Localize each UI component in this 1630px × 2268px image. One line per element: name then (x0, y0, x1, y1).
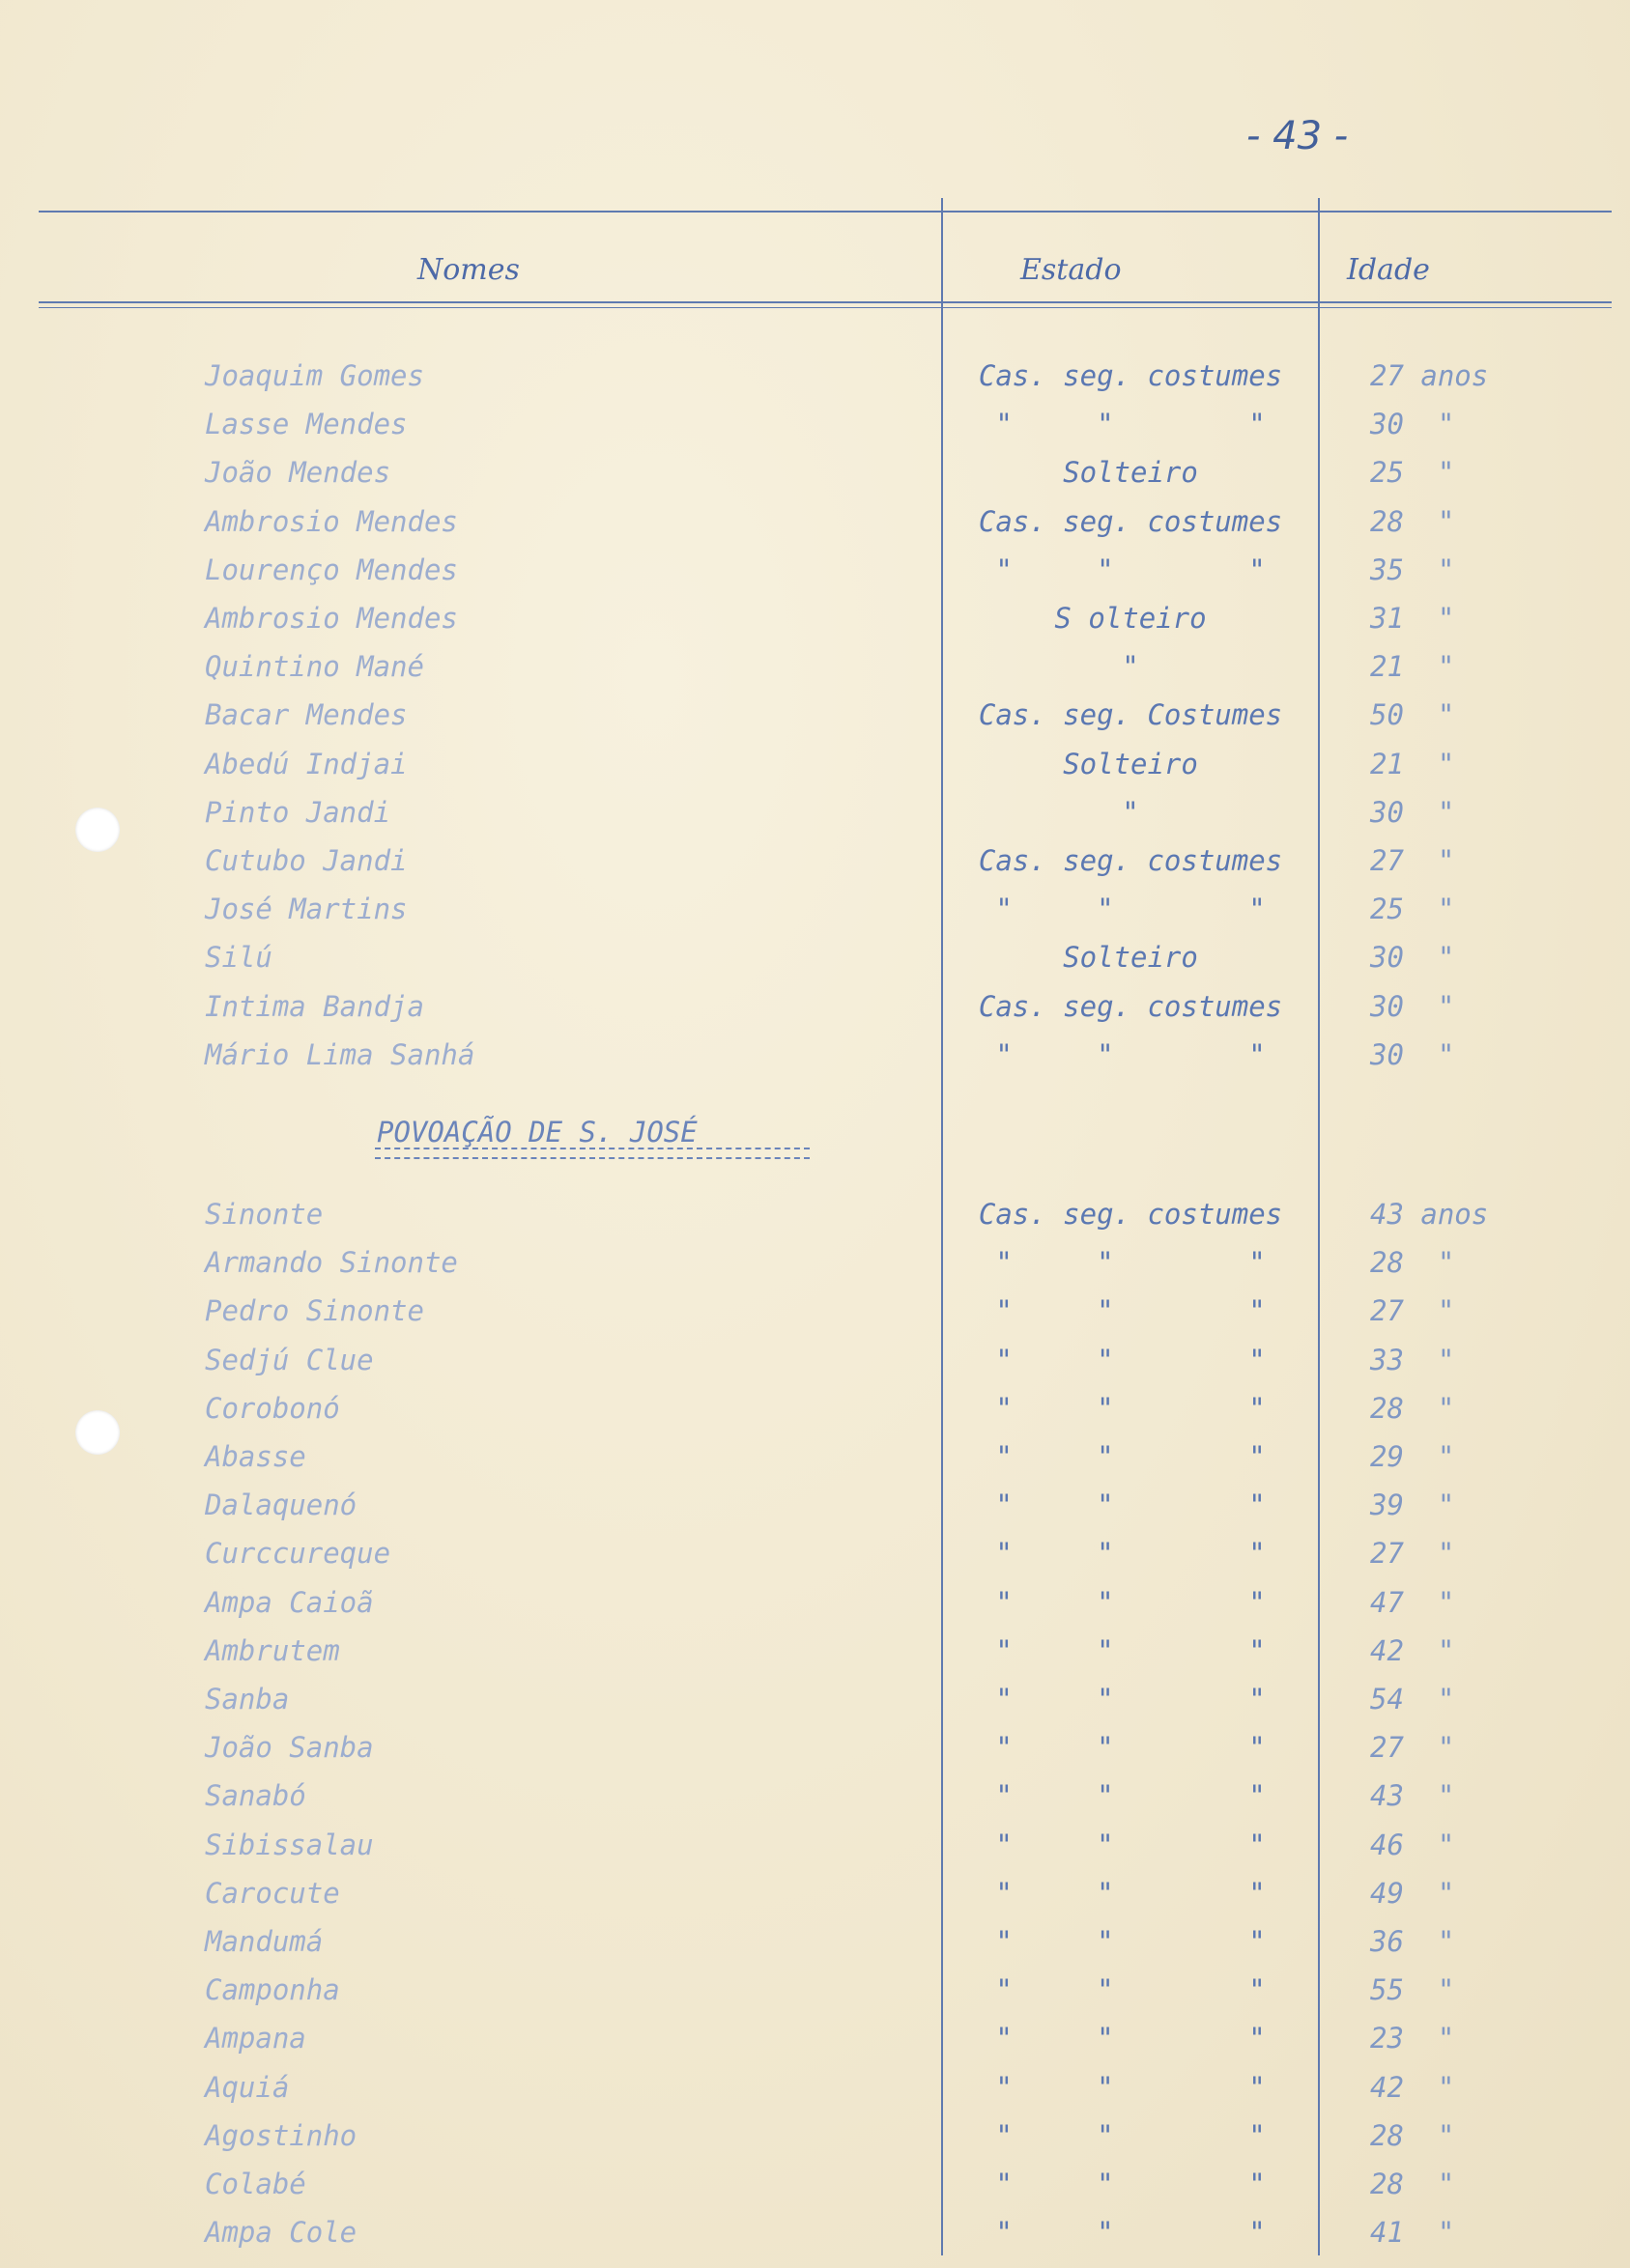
row-estado: Cas. seg. costumes (978, 989, 1283, 1023)
row-name: João Sanba (205, 1731, 374, 1765)
row-idade: 27 anos (1370, 359, 1489, 392)
row-name: Pedro Sinonte (205, 1294, 424, 1328)
row-estado: " " " (995, 2168, 1266, 2200)
row-estado: " " " (995, 893, 1266, 926)
row-name: Mário Lima Sanhá (205, 1037, 475, 1071)
row-name: Cutubo Jandi (205, 844, 408, 877)
row-estado: " " " (995, 1683, 1266, 1715)
row-name: Sibissalau (205, 1828, 374, 1861)
row-name: Abasse (205, 1440, 306, 1473)
row-name: Intima Bandja (205, 989, 424, 1023)
row-name: Lourenço Mendes (205, 553, 458, 586)
page-number: - 43 - (1246, 114, 1349, 158)
row-estado: " " " (995, 1391, 1266, 1425)
row-idade: 50 " (1370, 698, 1455, 732)
punch-hole-bottom (75, 1410, 120, 1455)
row-idade: 25 " (1370, 893, 1455, 926)
row-estado: " " " (995, 1633, 1266, 1667)
row-estado: " " " (995, 1828, 1266, 1861)
row-name: Bacar Mendes (205, 698, 408, 732)
row-estado: " " " (995, 1294, 1266, 1328)
row-idade: 28 " (1370, 504, 1455, 538)
row-idade: 28 " (1370, 2168, 1455, 2200)
row-idade: 42 " (1370, 1633, 1455, 1667)
row-name: Sanabó (205, 1779, 306, 1813)
row-estado: " (1122, 650, 1139, 684)
row-estado: " " " (995, 1246, 1266, 1280)
row-name: Sanba (205, 1683, 290, 1715)
row-idade: 33 " (1370, 1343, 1455, 1376)
row-name: João Mendes (205, 456, 391, 490)
row-idade: 47 " (1370, 1585, 1455, 1619)
column-divider-2 (1318, 198, 1320, 2255)
row-idade: 42 " (1370, 2070, 1455, 2104)
section-title: POVOAÇÃO DE S. JOSÉ (377, 1116, 698, 1148)
row-estado: " " " (995, 2216, 1266, 2250)
row-name: Pinto Jandi (205, 795, 391, 829)
row-idade: 39 " (1370, 1488, 1455, 1522)
row-name: Abedú Indjai (205, 747, 408, 780)
row-name: Carocute (205, 1876, 340, 1910)
row-idade: 25 " (1370, 456, 1455, 490)
row-idade: 43 " (1370, 1779, 1455, 1813)
row-name: Ampa Cole (205, 2216, 357, 2250)
row-idade: 54 " (1370, 1683, 1455, 1715)
row-estado: " " " (995, 1585, 1266, 1619)
row-estado: " " " (995, 408, 1266, 441)
row-name: Curccureque (205, 1537, 391, 1571)
row-estado: Cas. seg. costumes (978, 1198, 1283, 1231)
row-estado: " " " (995, 1440, 1266, 1473)
header-rule-2 (39, 307, 1612, 308)
table-top-rule (39, 211, 1612, 213)
row-estado: " " " (995, 1925, 1266, 1958)
row-idade: 21 " (1370, 650, 1455, 684)
row-name: José Martins (205, 893, 408, 926)
row-idade: 30 " (1370, 408, 1455, 441)
header-rule-1 (39, 301, 1612, 303)
row-estado: " " " (995, 1731, 1266, 1765)
row-idade: 30 " (1370, 941, 1455, 975)
row-idade: 35 " (1370, 553, 1455, 586)
row-estado: Solteiro (1063, 456, 1198, 490)
row-name: Mandumá (205, 1925, 324, 1958)
row-name: Agostinho (205, 2118, 357, 2152)
row-idade: 27 " (1370, 1294, 1455, 1328)
column-header-estado: Estado (1020, 253, 1122, 287)
punch-hole-top (75, 808, 120, 852)
row-estado: " " " (995, 1973, 1266, 2007)
row-estado: " " " (995, 1779, 1266, 1813)
row-name: Ambrutem (205, 1633, 340, 1667)
row-estado: " " " (995, 2070, 1266, 2104)
row-name: Ampana (205, 2022, 306, 2055)
row-idade: 27 " (1370, 1537, 1455, 1571)
row-idade: 23 " (1370, 2022, 1455, 2055)
row-name: Lasse Mendes (205, 408, 408, 441)
row-idade: 21 " (1370, 747, 1455, 780)
row-idade: 28 " (1370, 2118, 1455, 2152)
row-idade: 36 " (1370, 1925, 1455, 1958)
row-name: Sinonte (205, 1198, 324, 1231)
row-name: Dalaquenó (205, 1488, 357, 1522)
row-idade: 55 " (1370, 1973, 1455, 2007)
row-name: Joaquim Gomes (205, 359, 424, 392)
section-underline (375, 1148, 810, 1159)
row-idade: 46 " (1370, 1828, 1455, 1861)
row-estado: " (1122, 795, 1139, 829)
row-idade: 27 " (1370, 1731, 1455, 1765)
row-idade: 27 " (1370, 844, 1455, 877)
row-name: Corobonó (205, 1391, 340, 1425)
row-estado: Cas. seg. costumes (978, 359, 1283, 392)
row-estado: S olteiro (1054, 602, 1207, 635)
row-idade: 28 " (1370, 1391, 1455, 1425)
column-header-nomes: Nomes (417, 253, 520, 287)
row-name: Sedjú Clue (205, 1343, 374, 1376)
row-estado: " " " (995, 2022, 1266, 2055)
row-estado: Cas. seg. costumes (978, 844, 1283, 877)
row-name: Camponha (205, 1973, 340, 2007)
row-estado: " " " (995, 2118, 1266, 2152)
row-idade: 31 " (1370, 602, 1455, 635)
row-name: Colabé (205, 2168, 306, 2200)
row-estado: Solteiro (1063, 747, 1198, 780)
row-estado: " " " (995, 553, 1266, 586)
row-estado: Solteiro (1063, 941, 1198, 975)
row-name: Silú (205, 941, 272, 975)
row-name: Ambrosio Mendes (205, 504, 458, 538)
row-estado: " " " (995, 1876, 1266, 1910)
row-estado: " " " (995, 1037, 1266, 1071)
row-estado: Cas. seg. Costumes (978, 698, 1283, 732)
row-idade: 30 " (1370, 795, 1455, 829)
row-idade: 29 " (1370, 1440, 1455, 1473)
row-idade: 43 anos (1370, 1198, 1489, 1231)
column-header-idade: Idade (1347, 253, 1430, 287)
row-name: Quintino Mané (205, 650, 424, 684)
row-idade: 30 " (1370, 989, 1455, 1023)
row-idade: 30 " (1370, 1037, 1455, 1071)
row-name: Ambrosio Mendes (205, 602, 458, 635)
row-idade: 41 " (1370, 2216, 1455, 2250)
row-idade: 49 " (1370, 1876, 1455, 1910)
row-name: Armando Sinonte (205, 1246, 458, 1280)
row-estado: " " " (995, 1343, 1266, 1376)
row-estado: " " " (995, 1537, 1266, 1571)
row-name: Aquiá (205, 2070, 290, 2104)
row-estado: " " " (995, 1488, 1266, 1522)
row-estado: Cas. seg. costumes (978, 504, 1283, 538)
row-name: Ampa Caioã (205, 1585, 374, 1619)
row-idade: 28 " (1370, 1246, 1455, 1280)
